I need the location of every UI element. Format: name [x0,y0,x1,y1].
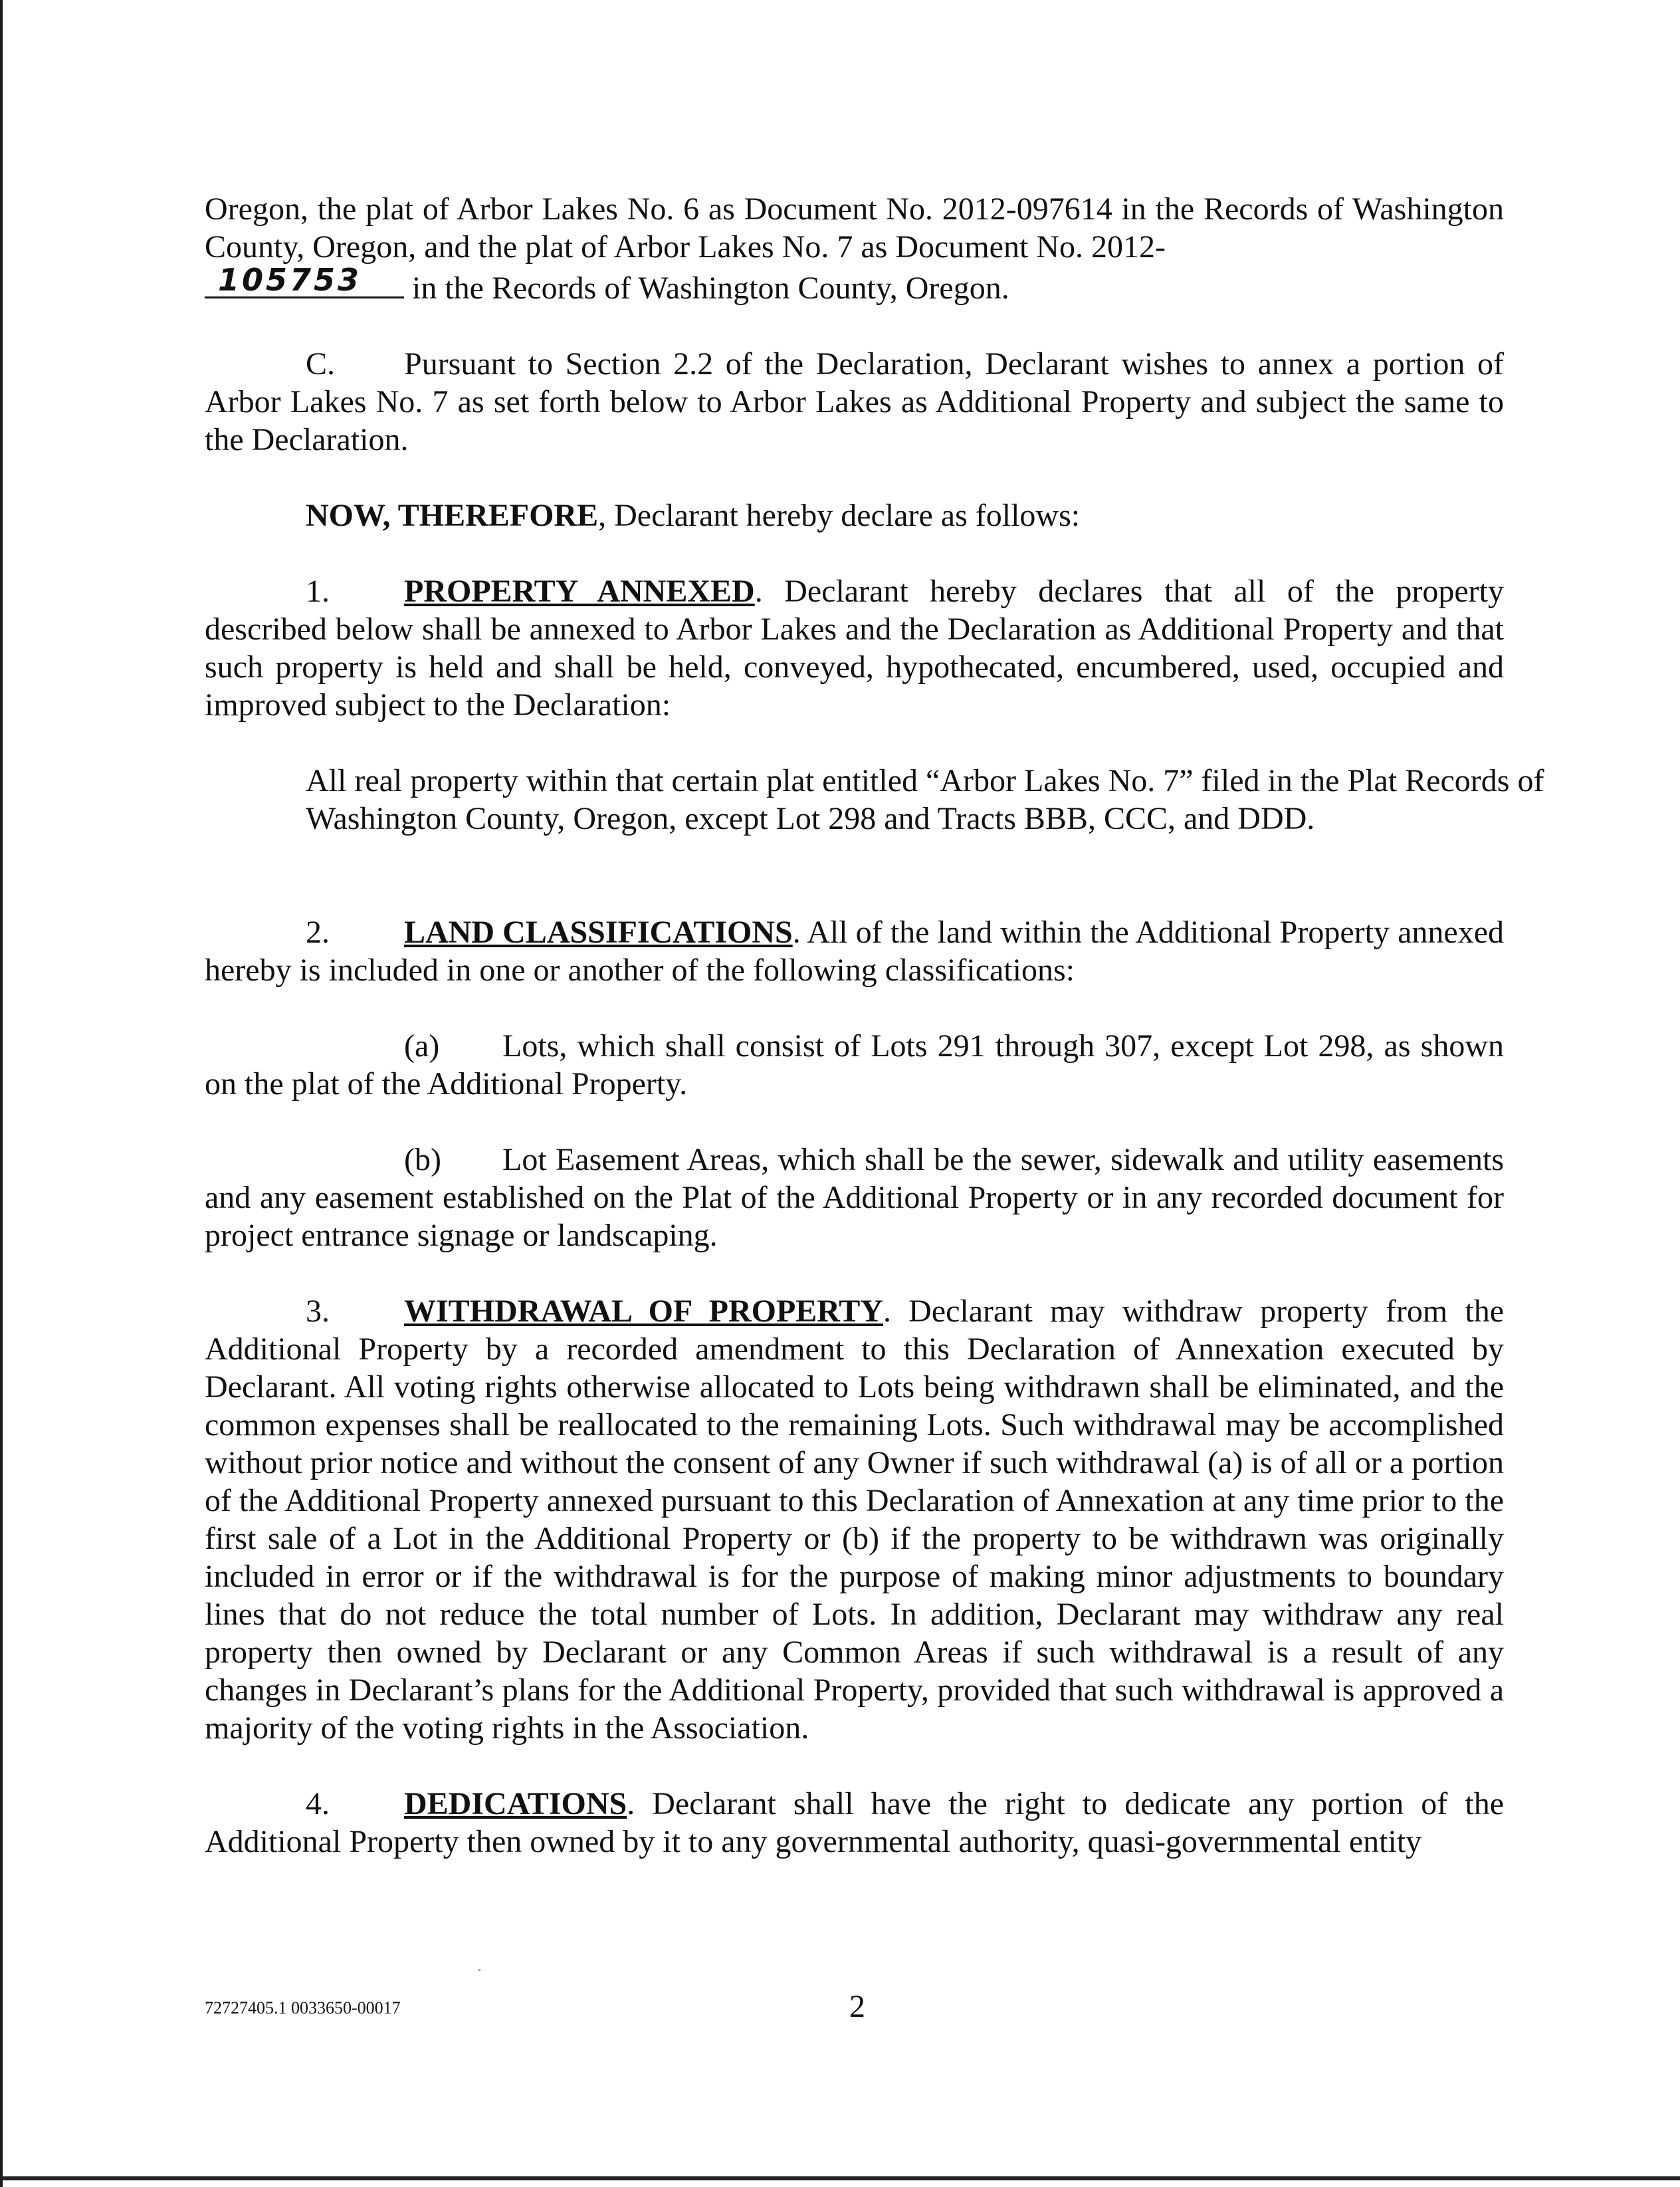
handwritten-document-number: 105753 [205,266,404,298]
classification-b [205,1141,1504,1254]
section-3 [205,1292,1504,1747]
section-3-heading: WITHDRAWAL OF PROPERTY [404,1294,883,1329]
section-2 [205,913,1504,989]
intro-text-end: in the Records of Washington County, Oregon. [412,271,1009,306]
now-therefore-paragraph [205,497,1504,534]
classification-b-text: Lot Easement Areas, which shall be the sewer, sidewalk and utility easements and any easement established on the Plat of the Additional Property or in any recorded document for project entrance signage or landscaping. [205,1142,1504,1253]
scan-speck [478,1969,480,1971]
now-therefore-lead: NOW, THEREFORE [306,498,599,533]
classification-a-label: (a) [404,1028,440,1064]
recital-c-text: Pursuant to Section 2.2 of the Declaration, Declarant wishes to annex a portion of Arbor Lakes No. 7 as set forth below to Arbor Lakes as Additional Property and subject the same to the Declaration. [205,346,1504,457]
recital-c-label: C. [306,346,336,382]
page-number: 2 [849,1989,865,2024]
now-therefore-text: , Declarant hereby declare as follows: [598,498,1081,533]
section-3-text: . Declarant may withdraw property from the Additional Property by a recorded amendment to this Declaration of Annexation executed by Declarant. All voting rights otherwise allocated to Lots being withdrawn shall be eliminated, and the common expenses shall be reallocated to the remaining Lots. Such withdrawal may be accomplished without prior notice and without the consent of any Owner if such withdrawal (a) is of all or a portion of the Additional Property annexed pursuant to this Declaration of Annexation at any time prior to the first sale of a Lot in the Additional Property or (b) if the property to be withdrawn was originally included in error or if the withdrawal is for the purpose of making minor adjustments to boundary lines that do not reduce the total number of Lots. In addition, Declarant may withdraw any real property then owned by Declarant or any Common Areas if such withdrawal is a result of any changes in Declarant’s plans for the Additional Property, provided that such withdrawal is approved a majority of the voting rights in the Association. [205,1294,1504,1746]
section-2-number: 2. [306,915,330,950]
section-4 [205,1785,1504,1861]
scan-edge-bottom [0,2176,1680,2180]
classification-a-text: Lots, which shall consist of Lots 291 through 307, except Lot 298, as shown on the plat of the Additional Property. [205,1028,1504,1101]
section-1-number: 1. [306,574,330,609]
section-2-text: . All of the land within the Additional Property annexed hereby is included in one or another of the following classifications: [205,915,1505,988]
intro-paragraph [205,190,1504,307]
classification-a [205,1027,1504,1103]
recital-c [205,345,1504,459]
section-3-number: 3. [306,1294,330,1329]
section-1-text: . Declarant hereby declares that all of the property described below shall be annexed to Arbor Lakes and the Declaration as Additional Property and that such property is held and shall be held, conveyed, hypothecated, encumbered, used, occupied and improved subject to the Declaration: [205,574,1504,723]
intro-text: Oregon, the plat of Arbor Lakes No. 6 as Document No. 2012-097614 in the Records of Washington County, Oregon, and the plat of Arbor Lakes No. 7 as Document No. 2012- [205,191,1504,265]
section-2-heading: LAND CLASSIFICATIONS [404,915,793,950]
classification-b-label: (b) [404,1142,441,1177]
section-1 [205,572,1504,724]
footer-document-id: 72727405.1 0033650-00017 [205,1998,401,2017]
section-4-text: . Declarant shall have the right to dedicate any portion of the Additional Property then owned by it to any governmental authority, quasi-governmental entity [205,1786,1504,1859]
section-1-heading: PROPERTY ANNEXED [404,574,755,609]
section-4-number: 4. [306,1786,330,1821]
section-4-heading: DEDICATIONS [404,1786,627,1821]
document-body [205,190,1544,1861]
property-description: All real property within that certain plat entitled “Arbor Lakes No. 7” filed in the Plat Records of Washington County, Oregon, except Lot 298 and Tracts BBB, CCC, and DDD. [306,763,1544,836]
scan-edge-left [0,0,3,2187]
